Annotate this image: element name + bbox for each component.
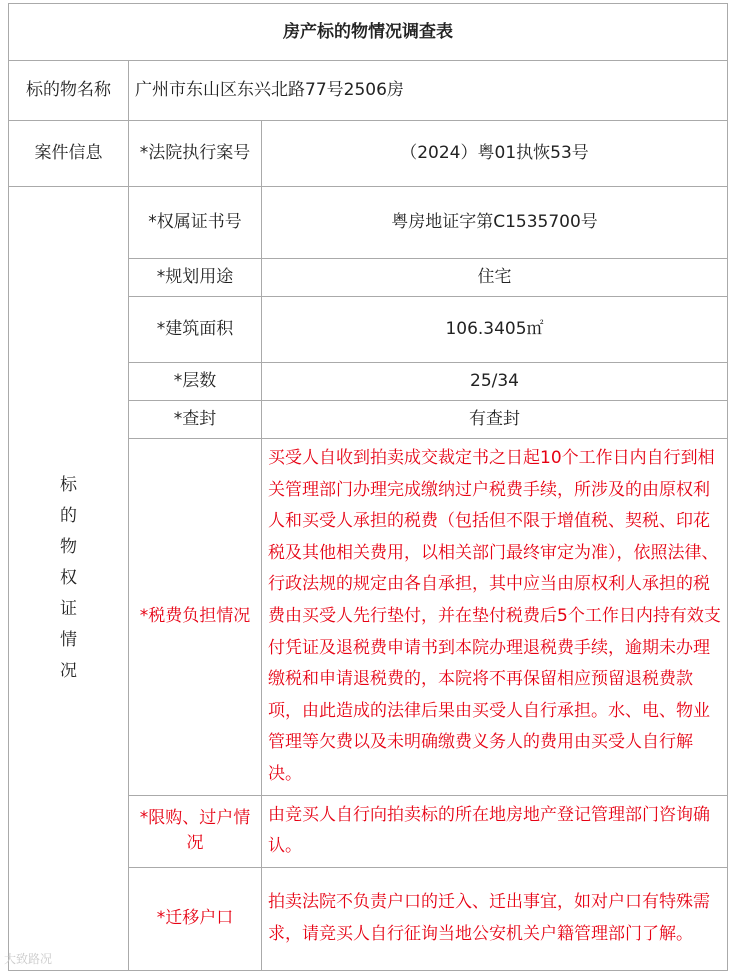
restriction-text: 由竞买人自行向拍卖标的所在地房地产登记管理部门咨询确认。 [262, 795, 728, 867]
usage-label: *规划用途 [129, 259, 262, 297]
section-char: 况 [60, 660, 77, 681]
seizure-label: *查封 [129, 401, 262, 439]
section-char: 物 [60, 536, 77, 557]
tax-label: *税费负担情况 [129, 439, 262, 796]
case-number-value: （2024）粤01执恢53号 [262, 121, 728, 187]
section-char: 情 [60, 629, 77, 650]
section-char: 权 [60, 567, 77, 588]
case-number-label: *法院执行案号 [129, 121, 262, 187]
hukou-text: 拍卖法院不负责户口的迁入、迁出事宜，如对户口有特殊需求，请竞买人自行征询当地公安机关户籍管理部门了解。 [262, 867, 728, 970]
area-label: *建筑面积 [129, 297, 262, 363]
hukou-label: *迁移户口 [129, 867, 262, 970]
table-title: 房产标的物情况调查表 [9, 4, 728, 61]
area-value: 106.3405㎡ [262, 297, 728, 363]
object-name-label: 标的物名称 [9, 61, 129, 121]
watermark: 大致路况 [4, 952, 53, 966]
certificate-label: *权属证书号 [129, 187, 262, 259]
ownership-section-label [9, 187, 129, 971]
section-char: 的 [60, 505, 77, 526]
certificate-value: 粤房地证字第C1535700号 [262, 187, 728, 259]
seizure-value: 有查封 [262, 401, 728, 439]
usage-value: 住宅 [262, 259, 728, 297]
tax-text: 买受人自收到拍卖成交裁定书之日起10个工作日内自行到相关管理部门办理完成缴纳过户税费手续，所涉及的由原权利人和买受人承担的税费（包括但不限于增值税、契税、印花税及其他相关费用，以相关部门最终审定为准），依照法律、行政法规的规定由各自承担，其中应当由原权利人承担的税费由买受人先行垫付，并在垫付税费后5个工作日内持有效支付凭证及退税费申请书到本院办理退税费手续，逾期未办理缴税和申请退税费的，本院将不再保留相应预留退税费款项，由此造成的法律后果由买受人自行承担。水、电、物业管理等欠费以及未明确缴费义务人的费用由买受人自行解决。 [262, 439, 728, 796]
section-char: 标 [60, 474, 77, 495]
section-char: 证 [60, 598, 77, 619]
case-info-label: 案件信息 [9, 121, 129, 187]
restriction-label: *限购、过户情况 [129, 795, 262, 867]
floor-label: *层数 [129, 363, 262, 401]
floor-value: 25/34 [262, 363, 728, 401]
property-survey-table [8, 3, 728, 971]
object-name-value: 广州市东山区东兴北路77号2506房 [129, 61, 728, 121]
